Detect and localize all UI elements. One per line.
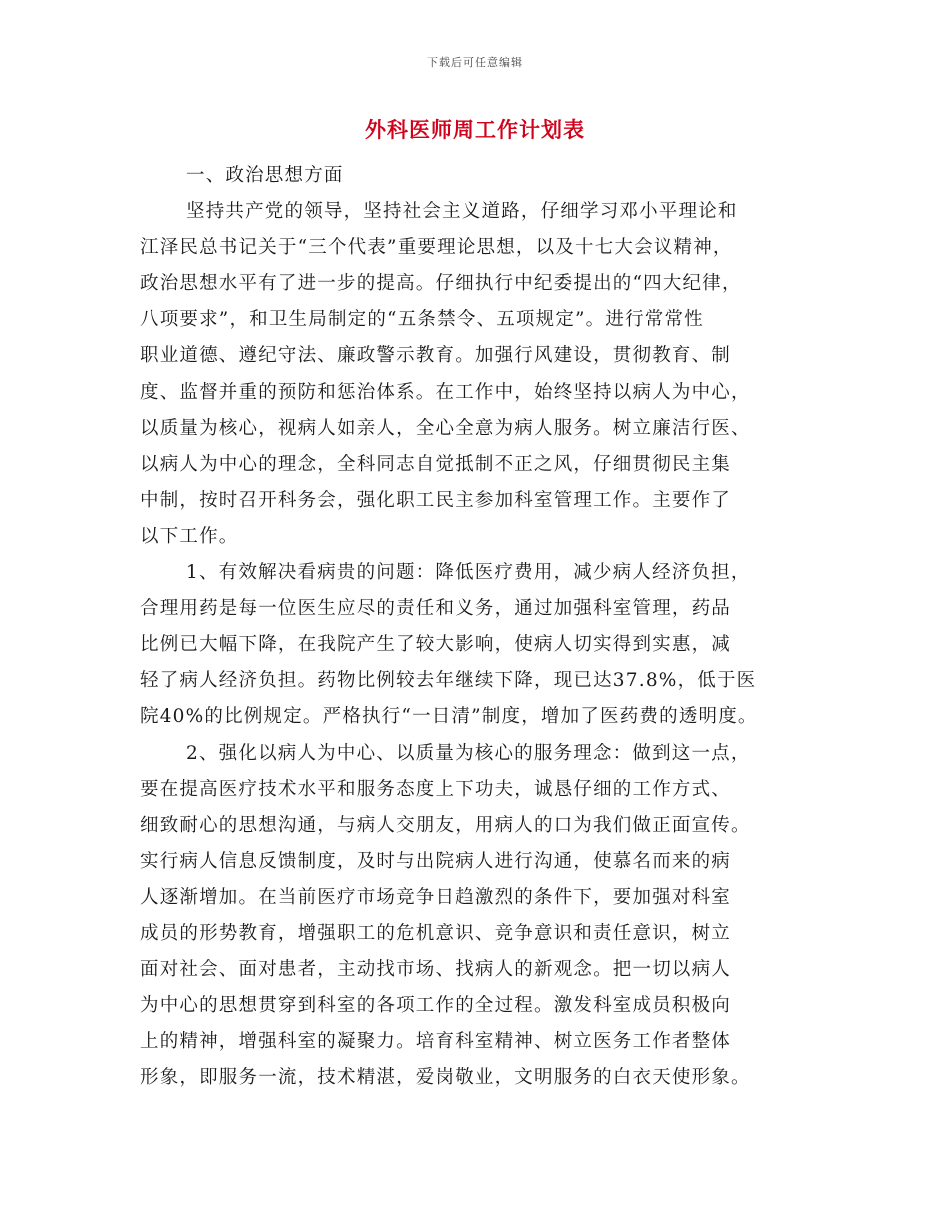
text-line: 院40%的比例规定。严格执行“一日清”制度，增加了医药费的透明度。 [140,706,758,728]
document-title: 外科医师周工作计划表 [365,117,585,142]
text-line: 江泽民总书记关于“三个代表”重要理论思想，以及十七大会议精神， [140,237,733,259]
text-line: 1、有效解决看病贵的问题：降低医疗费用，减少病人经济负担， [186,562,751,584]
text-line: 形象，即服务一流，技术精湛，爱岗敬业，文明服务的白衣天使形象。 [140,1067,751,1089]
text-line: 比例已大幅下降，在我院产生了较大影响，使病人切实得到实惠，减 [140,634,732,656]
text-line: 职业道德、遵纪守法、廉政警示教育。加强行风建设，贯彻教育、制 [140,345,732,367]
text-line: 政治思想水平有了进一步的提高。仔细执行中纪委提出的“四大纪律， [140,273,742,295]
text-line: 度、监督并重的预防和惩治体系。在工作中，始终坚持以病人为中心， [140,381,751,403]
text-line: 细致耐心的思想沟通，与病人交朋友，用病人的口为我们做正面宣传。 [140,814,751,836]
document-body [140,158,812,1096]
text-line: 成员的形势教育，增强职工的危机意识、竞争意识和责任意识，树立 [140,922,732,944]
text-line: 轻了病人经济负担。药物比例较去年继续下降，现已达37.8%，低于医 [140,670,757,692]
text-line: 实行病人信息反馈制度，及时与出院病人进行沟通，使慕名而来的病 [140,850,732,872]
text-line: 合理用药是每一位医生应尽的责任和义务，通过加强科室管理，药品 [140,598,732,620]
text-line: 人逐渐增加。在当前医疗市场竞争日趋激烈的条件下，要加强对科室 [140,886,732,908]
text-line: 面对社会、面对患者，主动找市场、找病人的新观念。把一切以病人 [140,959,732,981]
text-line: 中制，按时召开科务会，强化职工民主参加科室管理工作。主要作了 [140,489,732,511]
text-line: 以质量为核心，视病人如亲人，全心全意为病人服务。树立廉洁行医、 [140,417,751,439]
text-line: 上的精神，增强科室的凝聚力。培育科室精神、树立医务工作者整体 [140,1031,732,1053]
text-line: 2、强化以病人为中心、以质量为核心的服务理念：做到这一点， [186,742,751,764]
text-line: 为中心的思想贯穿到科室的各项工作的全过程。激发科室成员积极向 [140,995,732,1017]
text-line: 以病人为中心的理念，全科同志自觉抵制不正之风，仔细贯彻民主集 [140,453,732,475]
text-line: 要在提高医疗技术水平和服务态度上下功夫，诚恳仔细的工作方式、 [140,778,732,800]
text-line: 坚持共产党的领导，坚持社会主义道路，仔细学习邓小平理论和 [186,201,738,223]
text-line: 八项要求”，和卫生局制定的“五条禁令、五项规定”。进行常常性 [140,309,704,331]
text-line: 以下工作。 [140,525,239,547]
text-line: 一、政治思想方面 [186,165,344,186]
header-note: 下载后可任意编辑 [427,56,523,69]
